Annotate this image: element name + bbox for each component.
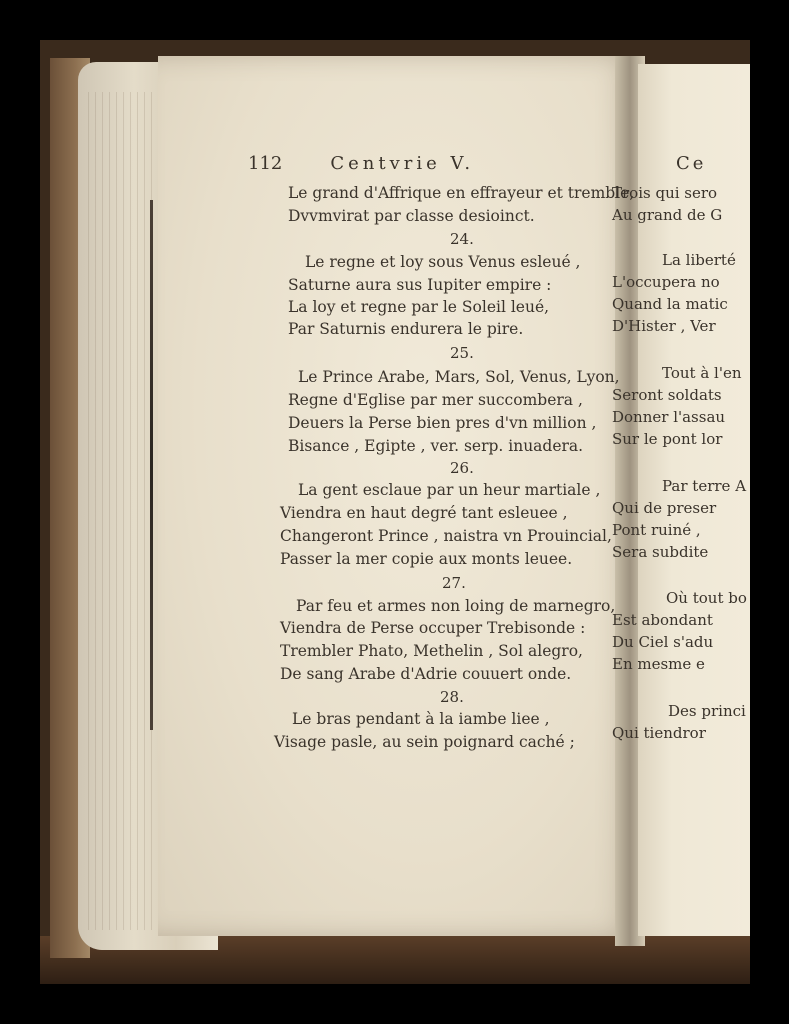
verse-line: La gent esclaue par un heur martiale , — [298, 481, 601, 499]
verse-line: Le regne et loy sous Venus esleué , — [305, 253, 581, 271]
verse-line: Trois qui sero — [612, 184, 718, 202]
running-title: Centvrie V. — [330, 153, 475, 174]
verse-line: Visage pasle, au sein poignard caché ; — [274, 733, 575, 751]
verse-line: Qui de preser — [612, 499, 717, 517]
verse-line: Le grand d'Affrique en effrayeur et tremble, — [288, 184, 635, 202]
verse-line: Le bras pendant à la iambe liee , — [292, 710, 550, 728]
photo-border-right — [750, 0, 789, 1024]
verse-line: Trembler Phato, Methelin , Sol alegro, — [280, 642, 583, 660]
verse-line: Par terre A — [662, 477, 747, 495]
verse-line: Changeront Prince , naistra vn Prouincial, — [280, 527, 612, 545]
verse-line: Au grand de G — [612, 206, 723, 224]
verse-line: Sera subdite — [612, 543, 709, 561]
verse-line: Donner l'assau — [612, 408, 726, 426]
verse-line: Deuers la Perse bien pres d'vn million , — [288, 414, 597, 432]
verse-line: Viendra de Perse occuper Trebisonde : — [280, 619, 586, 637]
verse-line: La loy et regne par le Soleil leué, — [288, 298, 550, 316]
verse-line: Des princi — [668, 702, 746, 720]
verse-line: Qui tiendror — [612, 724, 706, 742]
verse-line: Dvvmvirat par classe desioinct. — [288, 207, 535, 225]
verse-line: Est abondant — [612, 611, 713, 629]
verse-line: Quand la matic — [612, 295, 728, 313]
verse-line: Regne d'Eglise par mer succombera , — [288, 391, 583, 409]
verse-line: Sur le pont lor — [612, 430, 723, 448]
verse-line: En mesme e — [612, 655, 705, 673]
verse-line: Saturne aura sus Iupiter empire : — [288, 276, 552, 294]
verse-line: D'Hister , Ver — [612, 317, 716, 335]
verse-line: Viendra en haut degré tant esleuee , — [280, 504, 568, 522]
verse-line: Par Saturnis endurera le pire. — [288, 320, 524, 338]
verse-line: Seront soldats — [612, 386, 722, 404]
quatrain-number: 26. — [450, 459, 474, 477]
verse-line: De sang Arabe d'Adrie couuert onde. — [280, 665, 572, 683]
verse-line: Pont ruiné , — [612, 521, 701, 539]
verse-line: Passer la mer copie aux monts leuee. — [280, 550, 573, 568]
page-number: 112 — [248, 153, 283, 174]
left-page-header — [248, 153, 474, 174]
binding-thread — [150, 200, 153, 730]
verse-line: Du Ciel s'adu — [612, 633, 714, 651]
verse-line: La liberté — [662, 251, 736, 269]
right-page-header: Ce — [676, 153, 707, 174]
quatrain-number: 25. — [450, 344, 474, 362]
quatrain-number: 24. — [450, 230, 474, 248]
verse-line: Tout à l'en — [662, 364, 742, 382]
verse-line: Le Prince Arabe, Mars, Sol, Venus, Lyon, — [298, 368, 620, 386]
verse-line: Où tout bo — [666, 589, 747, 607]
verse-line: Bisance , Egipte , ver. serp. inuadera. — [288, 437, 584, 455]
verse-line: L'occupera no — [612, 273, 720, 291]
quatrain-number: 27. — [442, 574, 466, 592]
quatrain-number: 28. — [440, 688, 464, 706]
verse-line: Par feu et armes non loing de marnegro, — [296, 597, 616, 615]
